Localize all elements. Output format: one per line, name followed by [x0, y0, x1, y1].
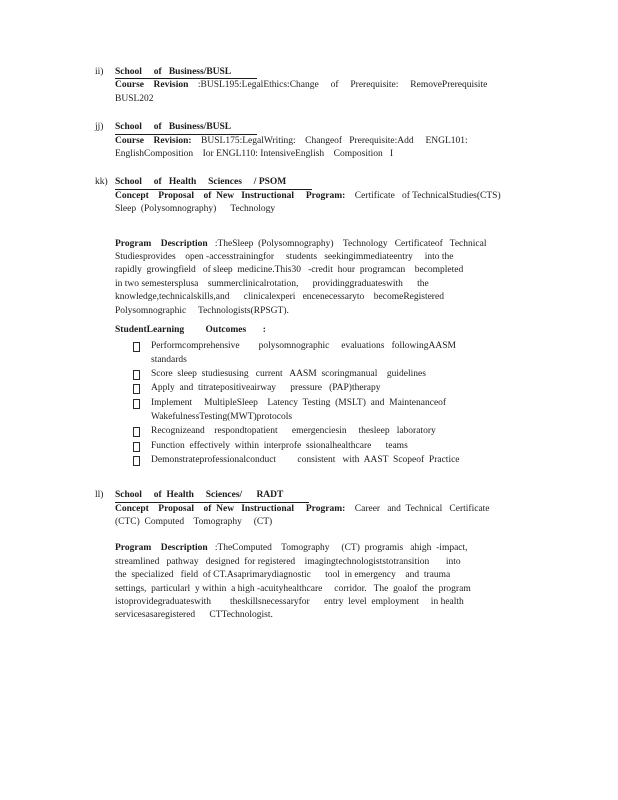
course-revision-line: BUSL202 — [115, 93, 154, 104]
course-revision-lead: Course Revision — [115, 80, 189, 91]
school-heading-text: School of Business/BUSL — [115, 66, 257, 79]
program-description-line: Polysomnographic Technologists(RPSGT). — [115, 305, 289, 316]
outcome-text: Score sleep studiesusing current AASM scoringmanual guidelines — [151, 369, 426, 380]
school-heading-text: School of Health Sciences/ RADT — [115, 489, 309, 502]
program-description-line: streamlined pathway designed for registered imagingtechnologiststotransition into — [115, 556, 461, 567]
outcome-item — [115, 381, 513, 395]
school-heading — [115, 121, 513, 134]
program-description-line: servicesasaregistered CTTechnologist. — [115, 610, 273, 621]
program-description-line: rapidly growingfield of sleep medicine.This30 -credit hour programcan becompleted — [115, 265, 464, 276]
section-jj — [95, 121, 618, 161]
concept-proposal-line — [115, 190, 513, 203]
bullet-box-icon — [133, 442, 140, 452]
program-description — [115, 542, 513, 622]
outcome-item — [115, 396, 513, 425]
concept-proposal-text: Certificate of TechnicalStudies(CTS) — [345, 190, 501, 201]
outcome-text: Demonstrateprofessionalconduct consistent with AAST Scopeof Practice — [151, 454, 460, 465]
program-description-line: in two semestersplusa summerclinicalrotation, providinggraduateswith the — [115, 278, 429, 289]
concept-proposal-lead: Concept Proposal of New Instructional Program: — [115, 503, 346, 514]
concept-proposal-lead: Concept Proposal of New Instructional Program: — [115, 190, 346, 201]
section-ii-content — [115, 66, 513, 106]
list-label-jj: jj) — [95, 122, 104, 133]
section-ll-content — [115, 489, 513, 623]
program-description-lead: Program Description — [115, 238, 208, 249]
list-label-ll: ll) — [95, 490, 104, 501]
concept-proposal-line — [115, 503, 513, 516]
outcome-text: Implement MultipleSleep Latency Testing (MSLT) and Maintenanceof — [151, 397, 447, 408]
course-revision-lead: Course Revision: — [115, 135, 192, 146]
list-label-kk: kk) — [95, 177, 108, 188]
school-heading — [115, 176, 513, 189]
outcome-text: Apply and titratepositiveairway pressure (PAP)therapy — [151, 383, 381, 394]
school-heading — [115, 489, 513, 502]
program-description-line: settings, particularl y within a high -acuityhealthcare corridor. The goalof the program — [115, 583, 471, 594]
section-ll — [95, 489, 618, 623]
course-revision-text: BUSL175:LegalWriting: Changeof Prerequisite:Add ENGL101: — [191, 135, 468, 146]
program-description — [115, 238, 513, 318]
bullet-box-icon — [133, 342, 140, 352]
course-revision-text: :BUSL195:LegalEthics:Change of Prerequisite: RemovePrerequisite — [188, 80, 488, 91]
concept-proposal-line: (CTC) Computed Tomography (CT) — [115, 516, 273, 527]
concept-proposal-text: Career and Technical Certificate — [345, 503, 490, 514]
program-description-line — [115, 238, 513, 251]
outcome-item — [115, 424, 513, 438]
bullet-box-icon — [133, 399, 140, 409]
program-description-line: istoprovidegraduateswith theskillsnecessaryfor entry level employment in health — [115, 597, 464, 608]
section-kk-content — [115, 176, 513, 467]
outcome-text: Function effectively within interprofe ssionalhealthcare teams — [151, 440, 408, 451]
bullet-box-icon — [133, 384, 140, 394]
course-revision-line: EnglishComposition Ior ENGL110: IntensiveEnglish Composition I — [115, 149, 394, 160]
program-description-line: Studiesprovides open -accesstrainingfor students seekingimmediateentry into the — [115, 252, 454, 263]
school-heading-text: School of Business/BUSL — [115, 121, 257, 134]
course-revision-line — [115, 135, 513, 148]
program-description-text: :TheSleep (Polysomnography) Technology Certificateof Technical — [207, 238, 487, 249]
outcome-text: standards — [151, 354, 187, 365]
concept-proposal-line: Sleep (Polysomnography) Technology — [115, 204, 276, 215]
program-description-lead: Program Description — [115, 543, 208, 554]
outcomes-list — [115, 339, 513, 468]
outcome-item — [115, 367, 513, 381]
outcome-item — [115, 453, 513, 467]
bullet-box-icon — [133, 427, 140, 437]
outcome-item — [115, 439, 513, 453]
section-ii — [95, 66, 618, 106]
outcome-item — [115, 339, 513, 368]
list-label-ii: ii) — [95, 67, 104, 77]
outcome-text: WakefulnessTesting(MWT)protocols — [151, 411, 293, 422]
outcome-text: Performcomprehensive polysomnographic evaluations followingAASM — [151, 340, 457, 351]
program-description-line: the specialized field of CT.Asaprimarydiagnostic tool in emergency and trauma — [115, 570, 451, 581]
school-heading — [115, 66, 513, 79]
outcome-text: Recognizeand respondtopatient emergenciesin thesleep laboratory — [151, 426, 436, 437]
school-heading-text: School of Health Sciences / PSOM — [115, 176, 312, 189]
bullet-box-icon — [133, 370, 140, 380]
section-jj-content — [115, 121, 513, 161]
program-description-line: knowledge,technicalskills,and clinicalexperi encenecessaryto becomeRegistered — [115, 292, 444, 303]
outcomes-heading: StudentLearning Outcomes : — [115, 325, 266, 336]
bullet-box-icon — [133, 456, 140, 466]
course-revision-line — [115, 79, 513, 92]
program-description-line — [115, 542, 513, 555]
program-description-text: :TheComputed Tomography (CT) programis ahigh -impact, — [207, 543, 468, 554]
section-kk — [95, 176, 618, 467]
